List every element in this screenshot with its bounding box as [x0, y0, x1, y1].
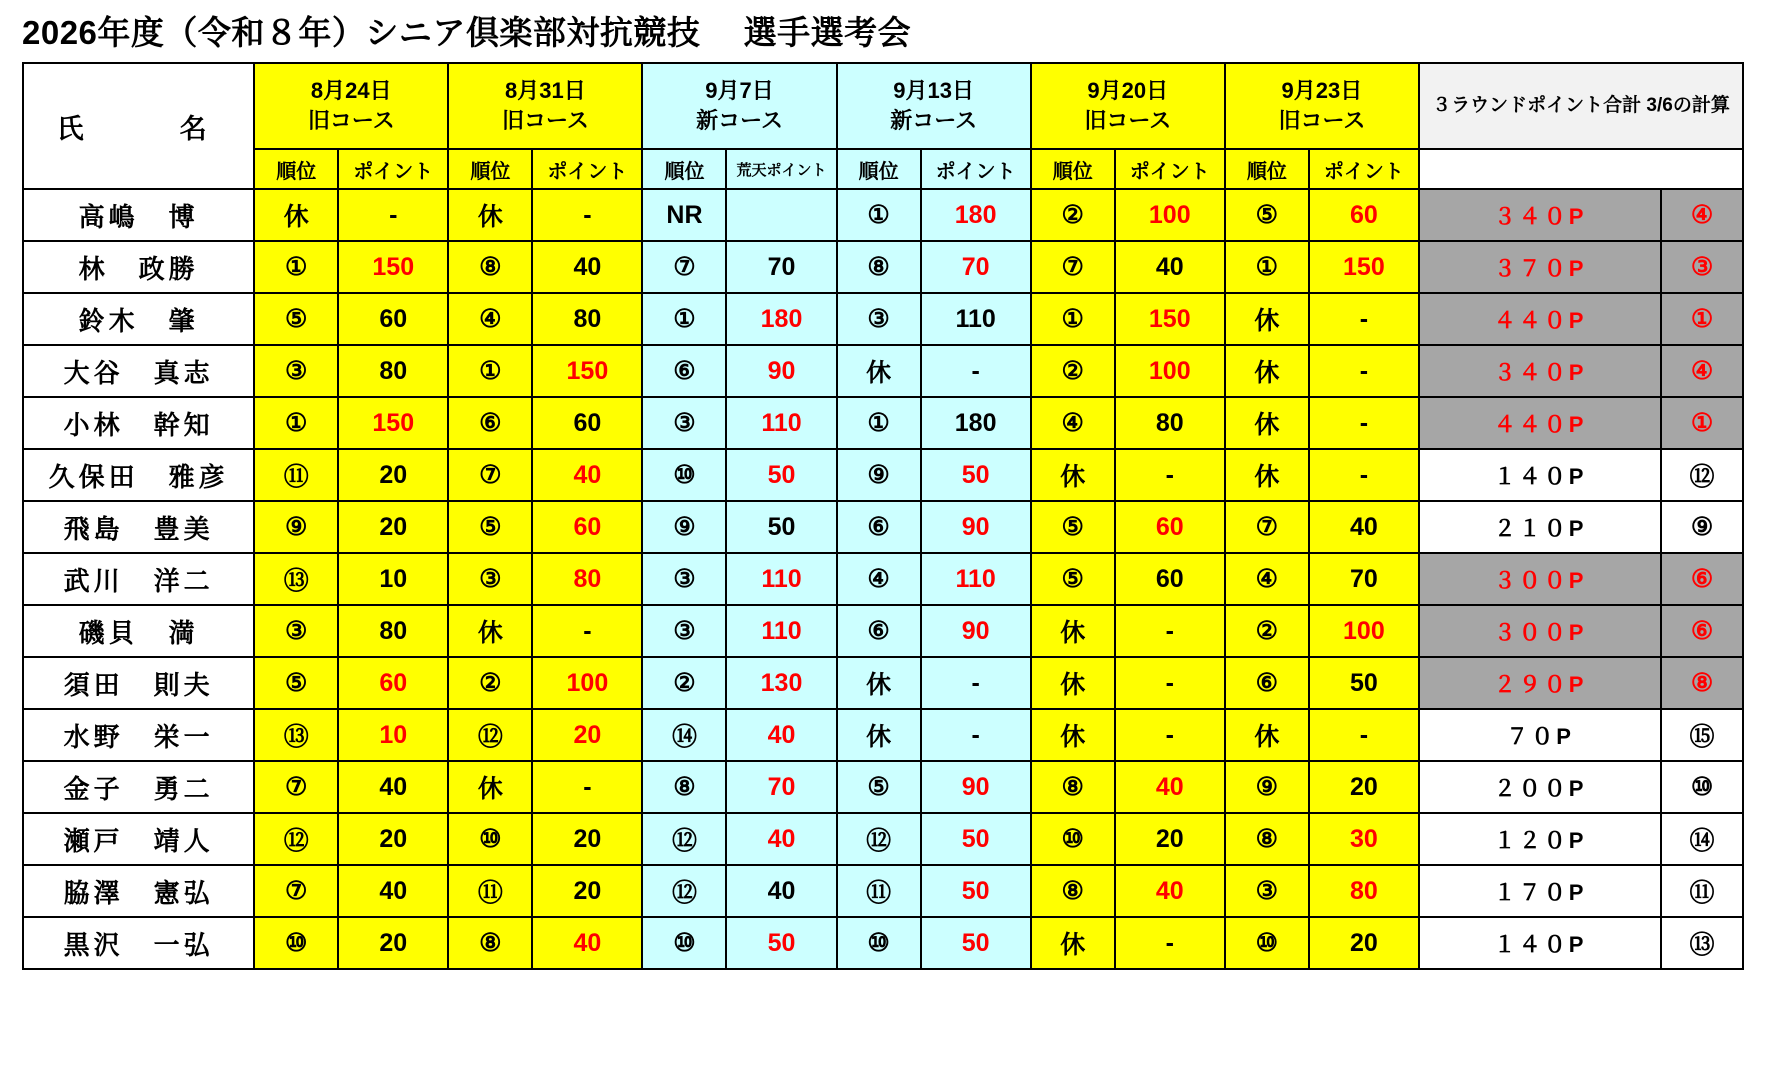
player-name: 武川 洋二 [23, 553, 254, 605]
cell-point: 40 [726, 865, 836, 917]
cell-rank: 休 [1225, 449, 1309, 501]
round-4-date: 9月13日 [893, 78, 975, 103]
header-round-5-point: ポイント [1115, 149, 1225, 189]
cell-rank: ③ [448, 553, 532, 605]
cell-rank: ⑤ [837, 761, 921, 813]
table-row [23, 449, 1743, 501]
header-round-4-point: ポイント [921, 149, 1031, 189]
header-round-3-point: 荒天ポイント [726, 149, 836, 189]
cell-point: 100 [532, 657, 642, 709]
cell-point: 20 [532, 709, 642, 761]
cell-rank: ⑤ [448, 501, 532, 553]
cell-point: - [1309, 397, 1419, 449]
cell-rank: 休 [1031, 449, 1115, 501]
cell-point: - [921, 709, 1031, 761]
cell-point: 50 [726, 917, 836, 969]
cell-point: 80 [338, 345, 448, 397]
round-2-course: 旧コース [501, 108, 589, 133]
cell-rank: ② [1031, 345, 1115, 397]
cell-point: - [532, 189, 642, 241]
cell-point: - [1115, 657, 1225, 709]
player-name: 磯貝 満 [23, 605, 254, 657]
cell-point: 70 [921, 241, 1031, 293]
cell-rank: 休 [448, 189, 532, 241]
player-name: 小林 幹知 [23, 397, 254, 449]
cell-rank: ⑦ [254, 865, 338, 917]
cell-rank: ② [1225, 605, 1309, 657]
results-table [22, 62, 1744, 970]
cell-rank: ⑦ [1031, 241, 1115, 293]
cell-rank: ③ [1225, 865, 1309, 917]
cell-point: 110 [726, 397, 836, 449]
cell-point: 50 [921, 917, 1031, 969]
cell-point: 40 [1309, 501, 1419, 553]
round-6-date: 9月23日 [1281, 78, 1363, 103]
cell-overall-rank: ④ [1661, 345, 1743, 397]
cell-rank: ⑬ [254, 553, 338, 605]
cell-overall-rank: ⑨ [1661, 501, 1743, 553]
cell-rank: ① [1225, 241, 1309, 293]
cell-point: 20 [532, 865, 642, 917]
header-round-4-rank: 順位 [837, 149, 921, 189]
cell-rank: ⑦ [1225, 501, 1309, 553]
cell-overall-rank: ⑭ [1661, 813, 1743, 865]
cell-rank: 休 [254, 189, 338, 241]
cell-rank: ⑫ [642, 813, 726, 865]
cell-point: 80 [1115, 397, 1225, 449]
cell-rank: ④ [837, 553, 921, 605]
cell-rank: ② [448, 657, 532, 709]
cell-point: 100 [1115, 345, 1225, 397]
header-round-1-point: ポイント [338, 149, 448, 189]
cell-total-points: ４４０P [1419, 397, 1661, 449]
cell-point: 40 [726, 813, 836, 865]
cell-rank: 休 [1225, 709, 1309, 761]
header-row-subs [23, 149, 1743, 189]
table-row [23, 501, 1743, 553]
cell-point: - [532, 605, 642, 657]
cell-overall-rank: ⑥ [1661, 605, 1743, 657]
cell-point: 50 [921, 865, 1031, 917]
cell-rank: 休 [1031, 917, 1115, 969]
header-round-3 [642, 63, 836, 149]
cell-point: 20 [1309, 761, 1419, 813]
cell-rank: ⑤ [254, 657, 338, 709]
cell-rank: ⑩ [837, 917, 921, 969]
cell-total-points: ４４０P [1419, 293, 1661, 345]
cell-point: 60 [532, 397, 642, 449]
round-4-course: 新コース [890, 108, 978, 133]
cell-total-points: １２０P [1419, 813, 1661, 865]
cell-point: 50 [726, 501, 836, 553]
cell-total-points: ２９０P [1419, 657, 1661, 709]
header-round-2 [448, 63, 642, 149]
cell-point: 20 [338, 813, 448, 865]
cell-rank: ⑫ [642, 865, 726, 917]
cell-total-points: ３４０P [1419, 345, 1661, 397]
player-name: 須田 則夫 [23, 657, 254, 709]
cell-rank: ② [1031, 189, 1115, 241]
cell-rank: ⑥ [1225, 657, 1309, 709]
cell-total-points: ３００P [1419, 605, 1661, 657]
cell-point: 150 [338, 397, 448, 449]
cell-rank: ① [1031, 293, 1115, 345]
header-name: 氏 名 [23, 63, 254, 189]
cell-point: 60 [1309, 189, 1419, 241]
table-row [23, 709, 1743, 761]
cell-point: 40 [338, 761, 448, 813]
header-round-6-point: ポイント [1309, 149, 1419, 189]
table-row [23, 865, 1743, 917]
cell-point: 180 [726, 293, 836, 345]
table-row [23, 397, 1743, 449]
header-total [1419, 63, 1743, 149]
cell-point: 100 [1115, 189, 1225, 241]
cell-total-points: ３７０P [1419, 241, 1661, 293]
cell-rank: ⑭ [642, 709, 726, 761]
cell-point: 150 [1309, 241, 1419, 293]
cell-rank: ⑥ [642, 345, 726, 397]
player-name: 瀬戸 靖人 [23, 813, 254, 865]
cell-point: 20 [1309, 917, 1419, 969]
cell-rank: ⑤ [1031, 501, 1115, 553]
cell-rank: ⑩ [1225, 917, 1309, 969]
cell-overall-rank: ⑫ [1661, 449, 1743, 501]
cell-rank: ① [448, 345, 532, 397]
cell-point: 110 [726, 605, 836, 657]
cell-point: 20 [338, 501, 448, 553]
cell-total-points: １４０P [1419, 917, 1661, 969]
cell-rank: ⑩ [642, 917, 726, 969]
cell-point: 130 [726, 657, 836, 709]
cell-rank: ⑩ [448, 813, 532, 865]
header-round-6-rank: 順位 [1225, 149, 1309, 189]
cell-rank: 休 [1031, 657, 1115, 709]
cell-rank: ⑦ [448, 449, 532, 501]
player-name: 水野 栄一 [23, 709, 254, 761]
cell-point: - [921, 657, 1031, 709]
player-name: 脇澤 憲弘 [23, 865, 254, 917]
cell-rank: ⑪ [448, 865, 532, 917]
cell-rank: ② [642, 657, 726, 709]
cell-rank: ③ [254, 605, 338, 657]
table-body [23, 189, 1743, 969]
cell-rank: 休 [1031, 605, 1115, 657]
cell-rank: NR [642, 189, 726, 241]
cell-point: 150 [338, 241, 448, 293]
table-row [23, 657, 1743, 709]
header-round-5 [1031, 63, 1225, 149]
cell-point: 10 [338, 553, 448, 605]
cell-rank: ⑩ [1031, 813, 1115, 865]
cell-rank: ⑩ [642, 449, 726, 501]
cell-rank: ⑧ [1031, 761, 1115, 813]
cell-rank: ③ [642, 605, 726, 657]
cell-rank: ⑦ [254, 761, 338, 813]
round-1-date: 8月24日 [310, 78, 392, 103]
cell-point: 180 [921, 189, 1031, 241]
cell-overall-rank: ⑩ [1661, 761, 1743, 813]
cell-point: 60 [1115, 553, 1225, 605]
cell-point: 110 [921, 553, 1031, 605]
header-round-1-rank: 順位 [254, 149, 338, 189]
cell-point: 110 [921, 293, 1031, 345]
header-round-3-rank: 順位 [642, 149, 726, 189]
round-2-date: 8月31日 [505, 78, 586, 103]
table-row [23, 813, 1743, 865]
player-name: 高嶋 博 [23, 189, 254, 241]
player-name: 飛島 豊美 [23, 501, 254, 553]
cell-point: - [1115, 917, 1225, 969]
cell-point: 60 [338, 293, 448, 345]
round-3-date: 9月7日 [705, 78, 774, 103]
cell-point: 40 [1115, 241, 1225, 293]
cell-rank: ⑫ [254, 813, 338, 865]
cell-point: - [532, 761, 642, 813]
cell-point [726, 189, 836, 241]
table-row [23, 345, 1743, 397]
round-5-course: 旧コース [1084, 108, 1172, 133]
cell-point: 80 [532, 293, 642, 345]
cell-point: 60 [532, 501, 642, 553]
cell-rank: ③ [837, 293, 921, 345]
cell-rank: ① [254, 397, 338, 449]
cell-rank: ⑬ [254, 709, 338, 761]
cell-rank: ⑧ [837, 241, 921, 293]
cell-point: 40 [338, 865, 448, 917]
cell-point: 90 [726, 345, 836, 397]
round-3-course: 新コース [696, 108, 783, 133]
cell-total-points: ２１０P [1419, 501, 1661, 553]
header-round-4 [837, 63, 1031, 149]
header-round-5-rank: 順位 [1031, 149, 1115, 189]
cell-total-points: ２００P [1419, 761, 1661, 813]
cell-point: 40 [532, 917, 642, 969]
cell-rank: ③ [254, 345, 338, 397]
cell-point: - [1309, 449, 1419, 501]
cell-point: 90 [921, 501, 1031, 553]
cell-point: - [1115, 449, 1225, 501]
player-name: 大谷 真志 [23, 345, 254, 397]
table-row [23, 917, 1743, 969]
cell-overall-rank: ⑥ [1661, 553, 1743, 605]
cell-rank: ⑨ [837, 449, 921, 501]
table-header [23, 63, 1743, 189]
cell-rank: 休 [448, 605, 532, 657]
table-row [23, 189, 1743, 241]
cell-rank: ⑤ [1225, 189, 1309, 241]
total-title-line1: ３ラウンドポイント合計 [1432, 95, 1642, 116]
cell-point: 90 [921, 761, 1031, 813]
cell-rank: 休 [837, 657, 921, 709]
cell-rank: ⑧ [448, 241, 532, 293]
cell-total-points: １７０P [1419, 865, 1661, 917]
cell-rank: ① [642, 293, 726, 345]
cell-overall-rank: ③ [1661, 241, 1743, 293]
cell-point: 20 [1115, 813, 1225, 865]
round-5-date: 9月20日 [1087, 78, 1169, 103]
cell-overall-rank: ⑧ [1661, 657, 1743, 709]
cell-rank: 休 [837, 345, 921, 397]
cell-point: 60 [338, 657, 448, 709]
cell-rank: 休 [837, 709, 921, 761]
cell-rank: 休 [1225, 293, 1309, 345]
cell-total-points: ３００P [1419, 553, 1661, 605]
cell-rank: ⑤ [1031, 553, 1115, 605]
cell-point: 50 [1309, 657, 1419, 709]
cell-rank: ⑨ [254, 501, 338, 553]
cell-rank: ③ [642, 553, 726, 605]
cell-rank: 休 [1225, 397, 1309, 449]
round-1-course: 旧コース [307, 108, 395, 133]
cell-point: 60 [1115, 501, 1225, 553]
cell-rank: ⑥ [837, 501, 921, 553]
cell-rank: ⑧ [642, 761, 726, 813]
cell-rank: ⑪ [837, 865, 921, 917]
cell-point: 30 [1309, 813, 1419, 865]
cell-point: 40 [532, 449, 642, 501]
cell-point: 20 [338, 449, 448, 501]
cell-point: 70 [1309, 553, 1419, 605]
cell-rank: 休 [448, 761, 532, 813]
cell-point: - [921, 345, 1031, 397]
cell-point: - [338, 189, 448, 241]
cell-rank: ④ [1225, 553, 1309, 605]
cell-point: - [1309, 345, 1419, 397]
cell-overall-rank: ⑬ [1661, 917, 1743, 969]
cell-point: 20 [338, 917, 448, 969]
cell-point: 90 [921, 605, 1031, 657]
cell-rank: 休 [1225, 345, 1309, 397]
cell-point: 110 [726, 553, 836, 605]
header-row-dates [23, 63, 1743, 149]
header-round-2-rank: 順位 [448, 149, 532, 189]
player-name: 林 政勝 [23, 241, 254, 293]
cell-point: 100 [1309, 605, 1419, 657]
cell-rank: ① [837, 189, 921, 241]
round-6-course: 旧コース [1278, 108, 1366, 133]
table-row [23, 761, 1743, 813]
cell-rank: ⑫ [837, 813, 921, 865]
cell-point: 50 [921, 813, 1031, 865]
header-total-spacer [1419, 149, 1743, 189]
cell-overall-rank: ① [1661, 397, 1743, 449]
cell-point: 10 [338, 709, 448, 761]
cell-point: 70 [726, 761, 836, 813]
cell-point: 80 [338, 605, 448, 657]
cell-total-points: ３４０P [1419, 189, 1661, 241]
page-title: 2026年度（令和８年）シニア倶楽部対抗競技 選手選考会 [22, 14, 912, 51]
cell-rank: ④ [1031, 397, 1115, 449]
table-row [23, 605, 1743, 657]
cell-point: 20 [532, 813, 642, 865]
table-row [23, 293, 1743, 345]
cell-point: - [1309, 709, 1419, 761]
cell-point: 80 [532, 553, 642, 605]
cell-overall-rank: ① [1661, 293, 1743, 345]
cell-overall-rank: ⑪ [1661, 865, 1743, 917]
cell-rank: ① [254, 241, 338, 293]
header-round-2-point: ポイント [532, 149, 642, 189]
cell-overall-rank: ④ [1661, 189, 1743, 241]
cell-total-points: １４０P [1419, 449, 1661, 501]
cell-point: 70 [726, 241, 836, 293]
cell-rank: ⑨ [642, 501, 726, 553]
cell-overall-rank: ⑮ [1661, 709, 1743, 761]
cell-rank: ⑨ [1225, 761, 1309, 813]
cell-point: 150 [1115, 293, 1225, 345]
table-row [23, 241, 1743, 293]
cell-point: 150 [532, 345, 642, 397]
table-row [23, 553, 1743, 605]
cell-rank: ⑫ [448, 709, 532, 761]
total-title-line2: 3/6の計算 [1646, 95, 1730, 116]
cell-rank: ④ [448, 293, 532, 345]
cell-rank: ⑧ [1225, 813, 1309, 865]
cell-point: 40 [1115, 865, 1225, 917]
cell-rank: ⑪ [254, 449, 338, 501]
cell-rank: ⑥ [837, 605, 921, 657]
cell-rank: ⑦ [642, 241, 726, 293]
header-round-1 [254, 63, 448, 149]
cell-point: - [1115, 605, 1225, 657]
cell-point: 80 [1309, 865, 1419, 917]
cell-rank: ③ [642, 397, 726, 449]
cell-point: 40 [726, 709, 836, 761]
player-name: 久保田 雅彦 [23, 449, 254, 501]
player-name: 金子 勇二 [23, 761, 254, 813]
cell-point: 180 [921, 397, 1031, 449]
cell-rank: ⑥ [448, 397, 532, 449]
cell-rank: 休 [1031, 709, 1115, 761]
cell-point: - [1115, 709, 1225, 761]
cell-rank: ① [837, 397, 921, 449]
cell-point: 50 [921, 449, 1031, 501]
cell-rank: ⑤ [254, 293, 338, 345]
player-name: 黒沢 一弘 [23, 917, 254, 969]
player-name: 鈴木 肇 [23, 293, 254, 345]
cell-total-points: ７０P [1419, 709, 1661, 761]
cell-point: 40 [1115, 761, 1225, 813]
header-round-6 [1225, 63, 1419, 149]
cell-point: 40 [532, 241, 642, 293]
cell-rank: ⑧ [1031, 865, 1115, 917]
cell-point: - [1309, 293, 1419, 345]
cell-rank: ⑧ [448, 917, 532, 969]
cell-point: 50 [726, 449, 836, 501]
cell-rank: ⑩ [254, 917, 338, 969]
